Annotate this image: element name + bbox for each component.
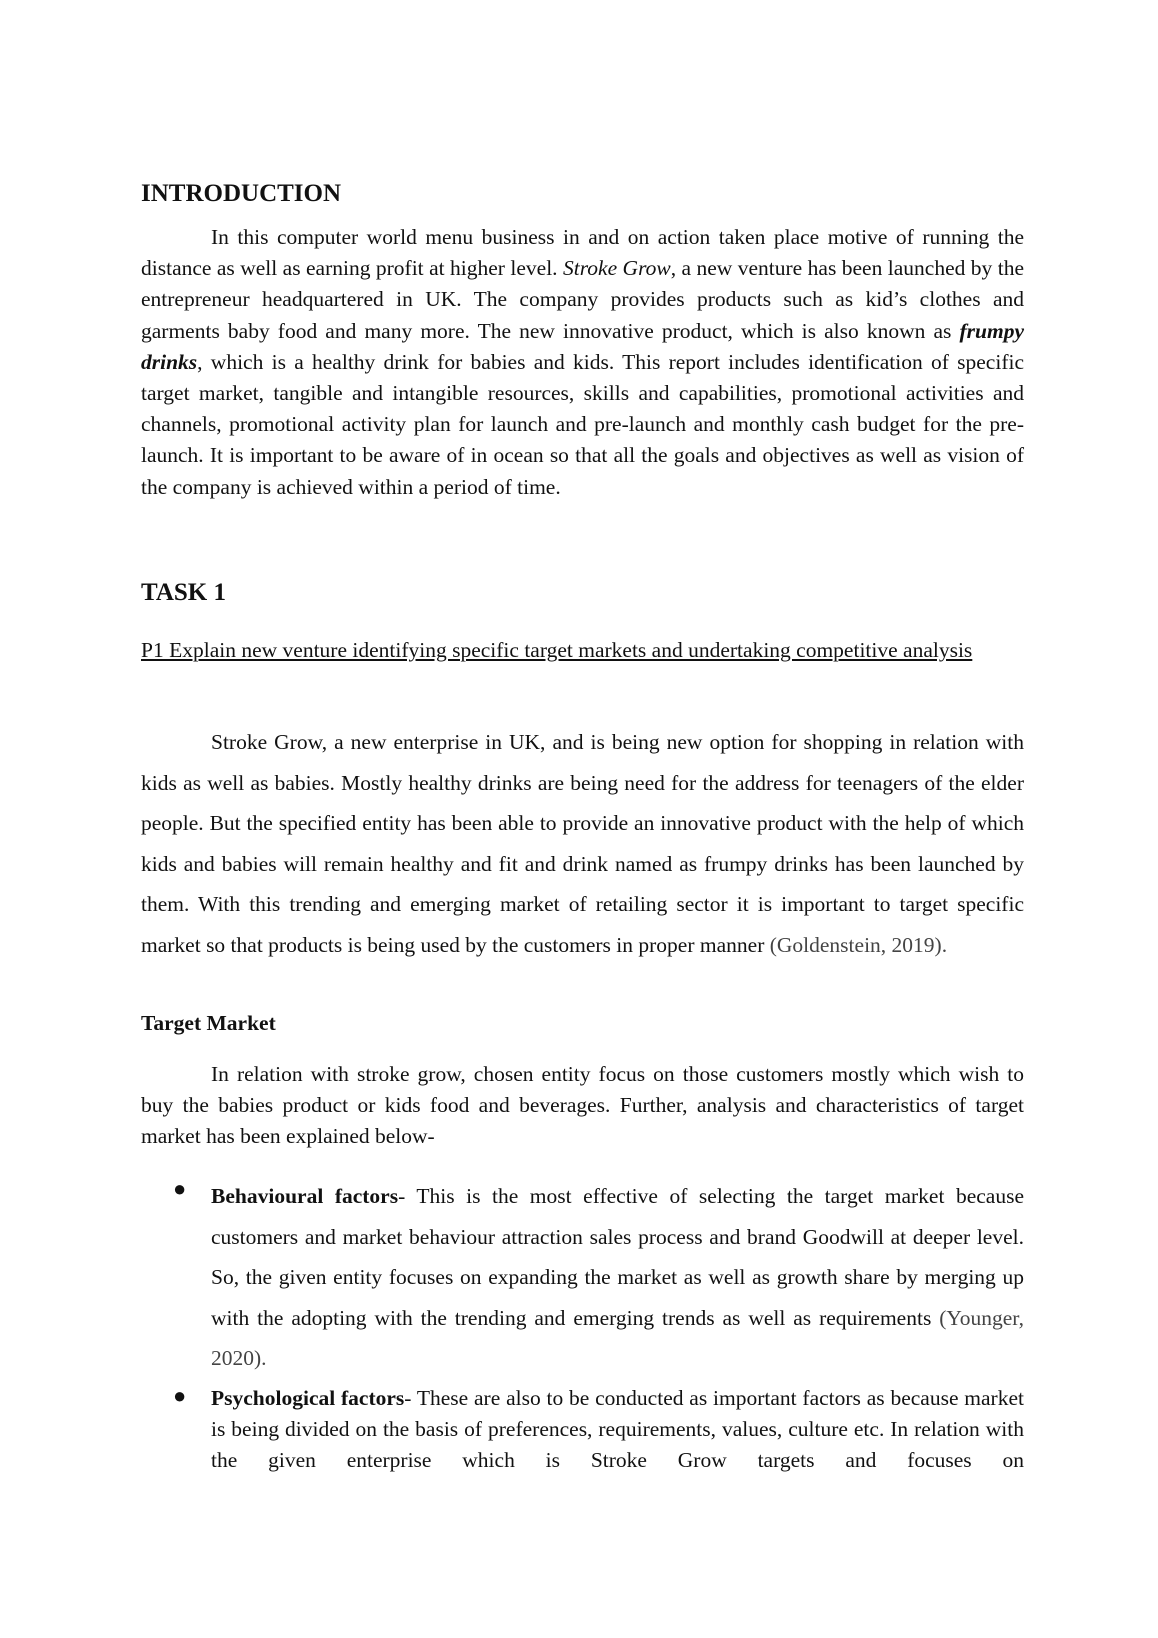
intro-heading: INTRODUCTION — [141, 180, 342, 207]
bullet-list — [141, 1383, 1024, 1476]
bullet-icon: ● — [173, 1176, 187, 1201]
bullet-body: - These are also to be conducted as important factors as because market is being divided on the basis of preferences, requirements, values, culture etc. In relation with the given enterprise which is Stroke Grow targets and focuses on — [211, 1386, 1024, 1472]
task1-body — [141, 722, 1024, 966]
bullet-list — [141, 1176, 1024, 1379]
citation: (Goldenstein, 2019). — [769, 932, 948, 957]
bullet-title: Behavioural factors — [211, 1184, 399, 1208]
company-name: Stroke Grow — [562, 256, 671, 281]
target-market-heading: Target Market — [141, 1011, 276, 1035]
bullet-text — [211, 1383, 1024, 1476]
list-item — [141, 1176, 1024, 1379]
intro-text-a: In this computer world menu business in and on action taken place motive of running the distance as well as earning profit at higher level. — [141, 225, 1024, 281]
task1-body-text: Stroke Grow, a new enterprise in UK, and is being new option for shopping in relation with kids as well as babies. Mostly healthy drinks are being need for the address for teenagers of the elder people. But the specified entity has been able to provide an innovative product with the help of which kids and babies will remain healthy and fit and drink named as frumpy drinks has been launched by them. With this trending and emerging market of retailing sector it is important to target specific market so that products is being used by the customers in proper manner — [141, 730, 1024, 957]
intro-paragraph — [141, 222, 1024, 503]
target-market-body: In relation with stroke grow, chosen entity focus on those customers mostly which wish to buy the babies product or kids food and beverages. Further, analysis and characteristics of target market has been explained below- — [141, 1062, 1024, 1148]
citation: (Younger, 2020). — [211, 1305, 1024, 1371]
bullet-text — [211, 1176, 1024, 1379]
bullet-icon: ● — [173, 1383, 187, 1408]
product-name: frumpy drinks — [141, 318, 1024, 374]
list-item — [141, 1383, 1024, 1476]
task1-heading: TASK 1 — [141, 579, 226, 606]
p1-title: P1 Explain new venture identifying specific target markets and undertaking competitive analysis — [141, 638, 973, 662]
bullet-title: Psychological factors — [211, 1386, 405, 1410]
intro-text-c: , which is a healthy drink for babies and kids. This report includes identification of specific target market, tangible and intangible resources, skills and capabilities, promotional activities and channels, promotional activity plan for launch and pre-launch and monthly cash budget for the pre-launch. It is important to be aware of in ocean so that all the goals and objectives as well as vision of the company is achieved within a period of time. — [141, 349, 1024, 499]
intro-text-b: , a new venture has been launched by the entrepreneur headquartered in UK. The company provides products such as kid’s clothes and garments baby food and many more. The new innovative product, which is also known as — [141, 256, 1024, 343]
bullet-body: - This is the most effective of selecting the target market because customers and market behaviour attraction sales process and brand Goodwill at deeper level. So, the given entity focuses on expanding the market as well as growth share by merging up with the adopting with the trending and emerging trends as well as requirements — [211, 1184, 1024, 1330]
